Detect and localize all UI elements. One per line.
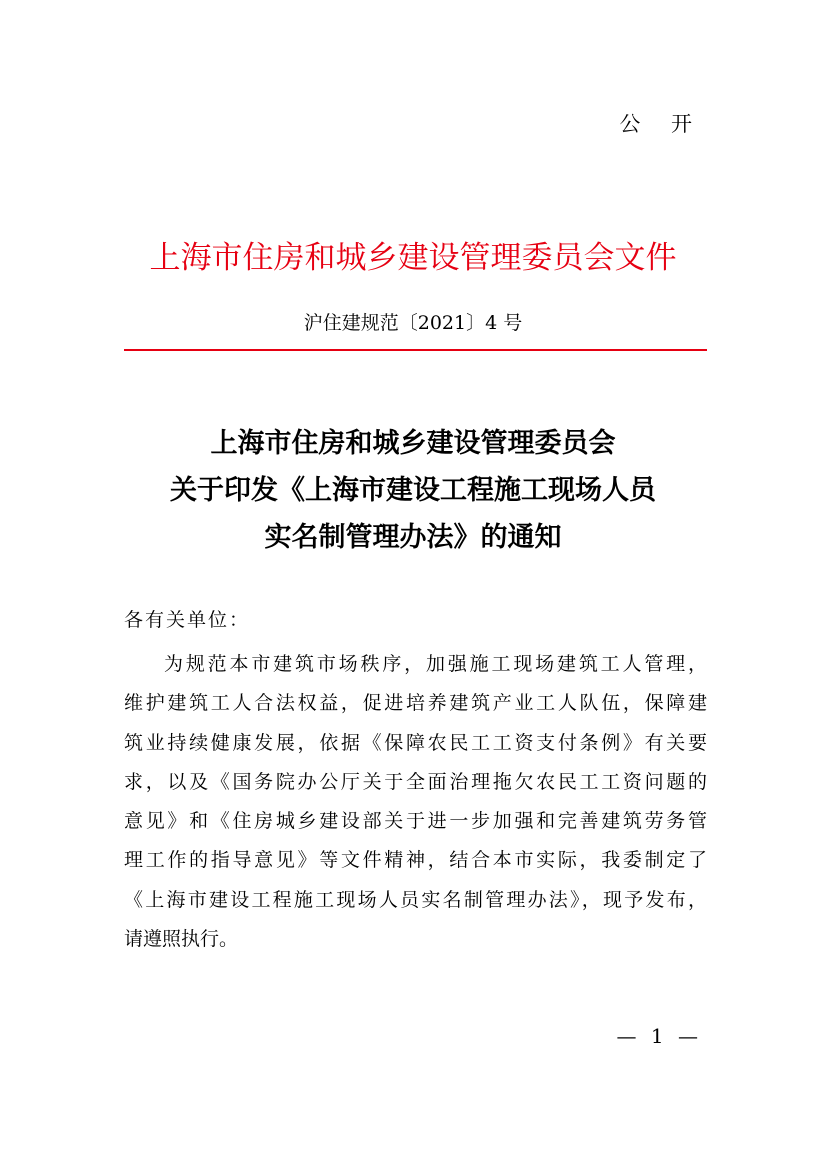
salutation: 各有关单位： [124,609,251,631]
body-line: 筑业持续健康发展，依据《保障农民工工资支付条例》有关要 [124,731,707,754]
document-title [0,420,826,561]
body-line: 意见》和《住房城乡建设部关于进一步加强和完善建筑劳务管 [124,810,707,833]
public-classification-mark: 公 开 [619,112,704,136]
title-line-3: 实名制管理办法》的通知 [264,522,562,553]
red-divider-line [124,349,707,351]
body-line: 为规范本市建筑市场秩序，加强施工现场建筑工人管理， [164,653,707,675]
document-number: 沪住建规范〔2021〕4 号 [303,312,523,334]
body-line: 维护建筑工人合法权益，促进培养建筑产业工人队伍，保障建 [124,692,707,715]
title-line-2: 关于印发《上海市建设工程施工现场人员 [170,475,656,506]
body-line: 《上海市建设工程施工现场人员实名制管理办法》，现予发布， [124,888,707,911]
body-line: 请遵照执行。 [124,928,239,951]
page-number: — 1 — [616,1024,702,1048]
issuer-heading: 上海市住房和城乡建设管理委员会文件 [149,240,677,276]
body-line: 理工作的指导意见》等文件精神，结合本市实际，我委制定了 [124,849,707,872]
title-line-1: 上海市住房和城乡建设管理委员会 [210,428,616,459]
body-paragraph [124,645,707,959]
body-line: 求，以及《国务院办公厅关于全面治理拖欠农民工工资问题的 [124,770,707,793]
